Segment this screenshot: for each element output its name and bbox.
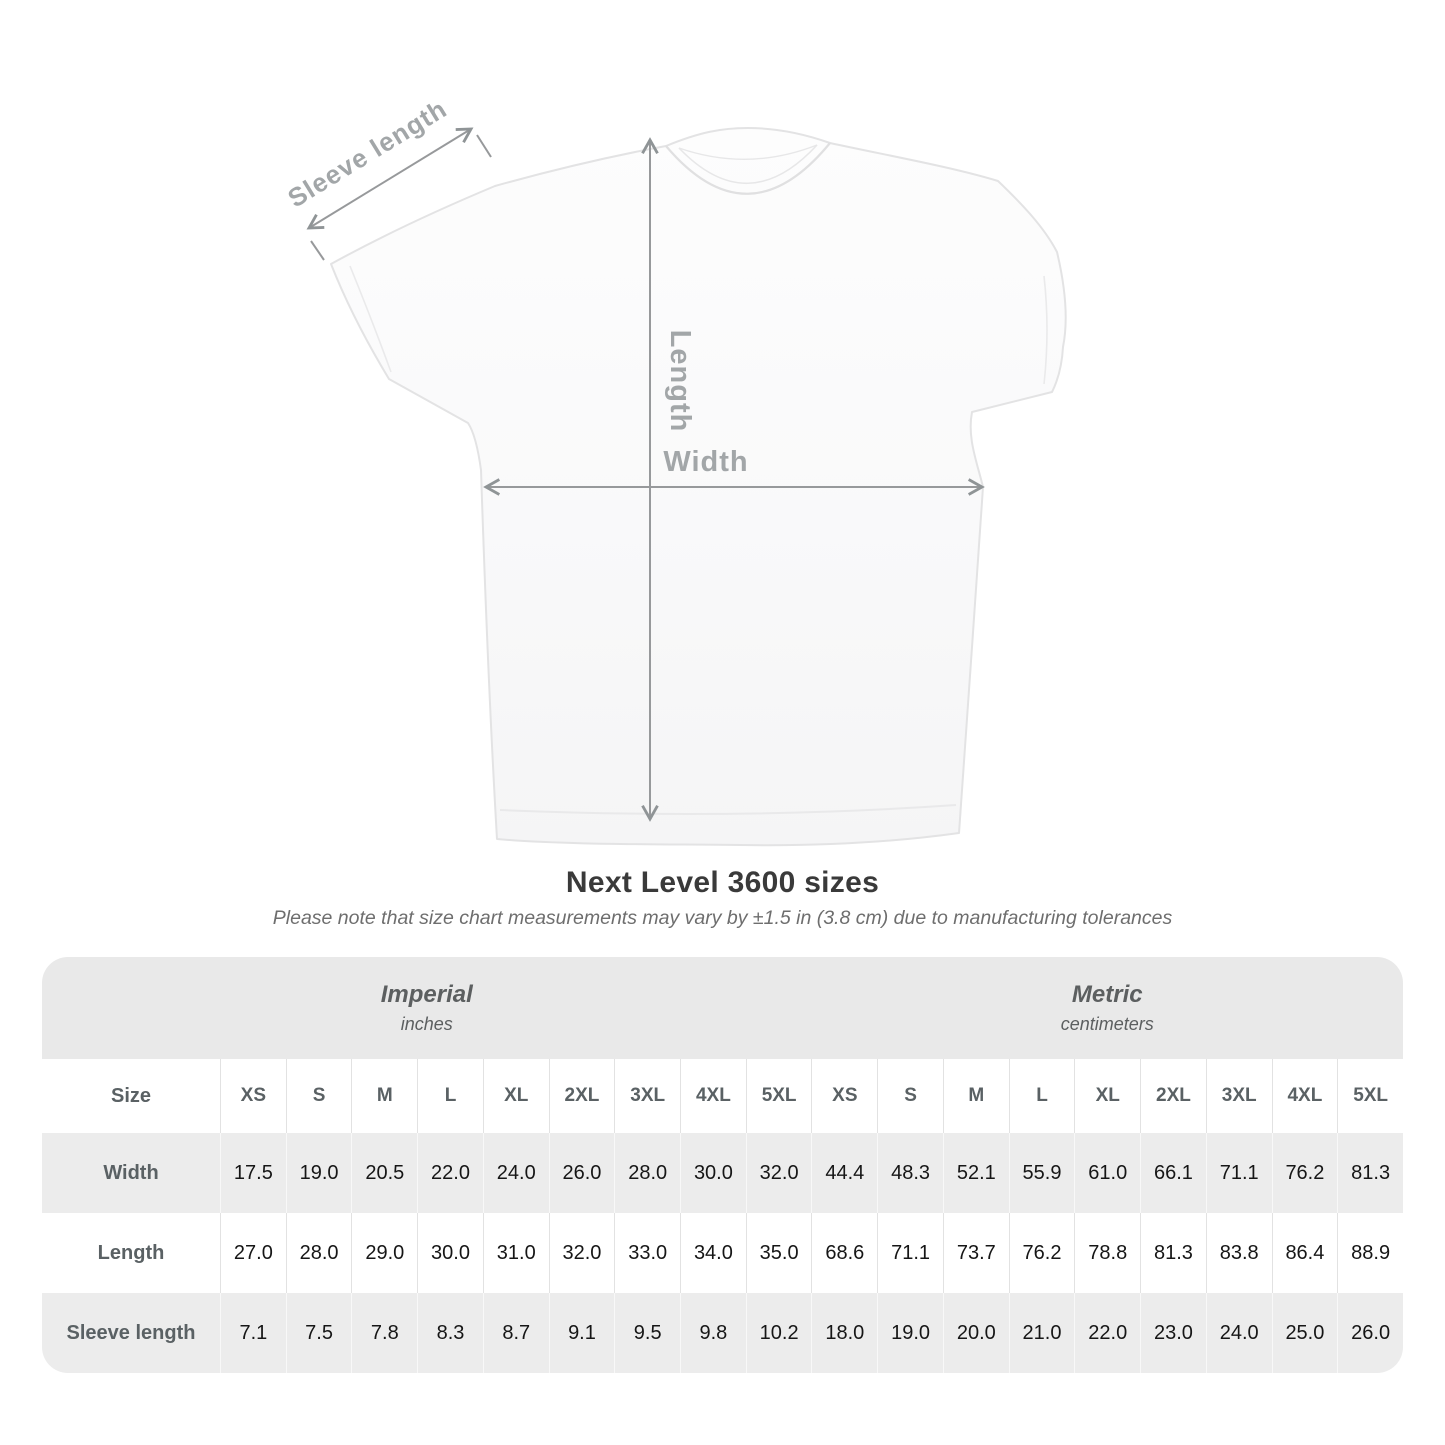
measurement-cell: 78.8 xyxy=(1074,1213,1140,1293)
row-label: Width xyxy=(103,1161,159,1184)
size-col-header: XS xyxy=(811,1059,877,1133)
measurement-cell: 19.0 xyxy=(877,1293,943,1373)
size-column-header: Size xyxy=(110,1084,152,1107)
measurement-cell: 32.0 xyxy=(746,1133,812,1213)
measurement-cell: 28.0 xyxy=(286,1213,352,1293)
measurement-cell: 24.0 xyxy=(483,1133,549,1213)
size-col-header: 2XL xyxy=(549,1059,615,1133)
size-col-header: L xyxy=(1009,1059,1075,1133)
size-col-header: L xyxy=(417,1059,483,1133)
measurement-cell: 30.0 xyxy=(417,1213,483,1293)
size-col-header: S xyxy=(286,1059,352,1133)
measurement-cell: 8.7 xyxy=(483,1293,549,1373)
measurement-cell: 18.0 xyxy=(811,1293,877,1373)
measurement-cell: 32.0 xyxy=(549,1213,615,1293)
measurement-cell: 44.4 xyxy=(811,1133,877,1213)
measurement-cell: 9.5 xyxy=(614,1293,680,1373)
unit-group-header-row xyxy=(42,957,1403,1059)
measurement-cell: 76.2 xyxy=(1272,1133,1338,1213)
measurement-cell: 81.3 xyxy=(1140,1213,1206,1293)
measurement-cell: 52.1 xyxy=(943,1133,1009,1213)
size-chart-subtitle: Please note that size chart measurements may vary by ±1.5 in (3.8 cm) due to manufacturing tolerances xyxy=(272,907,1173,929)
size-col-header: 5XL xyxy=(1337,1059,1403,1133)
measurement-cell: 7.5 xyxy=(286,1293,352,1373)
measurement-cell: 83.8 xyxy=(1206,1213,1272,1293)
size-col-header: XL xyxy=(483,1059,549,1133)
measurement-cell: 61.0 xyxy=(1074,1133,1140,1213)
title-block xyxy=(0,866,1445,930)
sleeve-length-label: Sleeve length xyxy=(282,93,453,214)
measurement-cell: 25.0 xyxy=(1272,1293,1338,1373)
measurement-cell: 86.4 xyxy=(1272,1213,1338,1293)
size-col-header: M xyxy=(943,1059,1009,1133)
measurement-cell: 66.1 xyxy=(1140,1133,1206,1213)
measurement-cell: 88.9 xyxy=(1337,1213,1403,1293)
row-label: Sleeve length xyxy=(66,1321,196,1344)
row-label: Length xyxy=(97,1241,165,1264)
size-col-header: XL xyxy=(1074,1059,1140,1133)
measurement-cell: 76.2 xyxy=(1009,1213,1075,1293)
width-label: Width xyxy=(663,446,749,478)
measurement-cell: 23.0 xyxy=(1140,1293,1206,1373)
size-col-header: 5XL xyxy=(746,1059,812,1133)
measurement-cell: 7.8 xyxy=(351,1293,417,1373)
measurement-cell: 48.3 xyxy=(877,1133,943,1213)
size-header-row xyxy=(42,1059,1403,1133)
measurement-cell: 71.1 xyxy=(877,1213,943,1293)
size-col-header: S xyxy=(877,1059,943,1133)
size-col-header: 4XL xyxy=(680,1059,746,1133)
measurement-cell: 71.1 xyxy=(1206,1133,1272,1213)
measurement-cell: 26.0 xyxy=(1337,1293,1403,1373)
size-col-header: 3XL xyxy=(1206,1059,1272,1133)
size-col-header: 2XL xyxy=(1140,1059,1206,1133)
metric-unit-label: centimeters xyxy=(1060,1014,1154,1035)
measurement-cell: 8.3 xyxy=(417,1293,483,1373)
measurement-cell: 26.0 xyxy=(549,1133,615,1213)
measurement-cell: 29.0 xyxy=(351,1213,417,1293)
measurement-cell: 17.5 xyxy=(220,1133,286,1213)
measurement-cell: 21.0 xyxy=(1009,1293,1075,1373)
measurement-cell: 28.0 xyxy=(614,1133,680,1213)
measurement-cell: 20.0 xyxy=(943,1293,1009,1373)
measurement-cell: 22.0 xyxy=(417,1133,483,1213)
measurement-cell: 10.2 xyxy=(746,1293,812,1373)
imperial-label: Imperial xyxy=(380,981,473,1009)
imperial-group-header xyxy=(42,957,812,1059)
measurement-cell: 9.8 xyxy=(680,1293,746,1373)
sleeve-arrow-extension-bottom xyxy=(311,241,324,260)
measurement-cell: 68.6 xyxy=(811,1213,877,1293)
measurement-cell: 55.9 xyxy=(1009,1133,1075,1213)
metric-label: Metric xyxy=(1071,981,1143,1009)
measurement-cell: 34.0 xyxy=(680,1213,746,1293)
size-col-header: 4XL xyxy=(1272,1059,1338,1133)
measurement-cell: 33.0 xyxy=(614,1213,680,1293)
measurement-cell: 31.0 xyxy=(483,1213,549,1293)
measurement-cell: 81.3 xyxy=(1337,1133,1403,1213)
measurement-cell: 19.0 xyxy=(286,1133,352,1213)
imperial-unit-label: inches xyxy=(400,1014,453,1035)
size-col-header: 3XL xyxy=(614,1059,680,1133)
size-col-header: XS xyxy=(220,1059,286,1133)
size-table xyxy=(42,957,1403,1373)
measurement-cell: 9.1 xyxy=(549,1293,615,1373)
measurement-cell: 27.0 xyxy=(220,1213,286,1293)
measurement-cell: 35.0 xyxy=(746,1213,812,1293)
measurement-cell: 7.1 xyxy=(220,1293,286,1373)
measurement-cell: 20.5 xyxy=(351,1133,417,1213)
length-label: Length xyxy=(664,329,696,433)
table-row xyxy=(42,1293,1403,1373)
measurement-cell: 22.0 xyxy=(1074,1293,1140,1373)
table-row xyxy=(42,1133,1403,1213)
size-chart-title: Next Level 3600 sizes xyxy=(565,866,880,899)
measurement-cell: 30.0 xyxy=(680,1133,746,1213)
table-row xyxy=(42,1213,1403,1293)
metric-group-header xyxy=(812,957,1404,1059)
measurement-cell: 24.0 xyxy=(1206,1293,1272,1373)
sleeve-arrow-extension-top xyxy=(477,135,491,157)
measurement-cell: 73.7 xyxy=(943,1213,1009,1293)
size-col-header: M xyxy=(351,1059,417,1133)
